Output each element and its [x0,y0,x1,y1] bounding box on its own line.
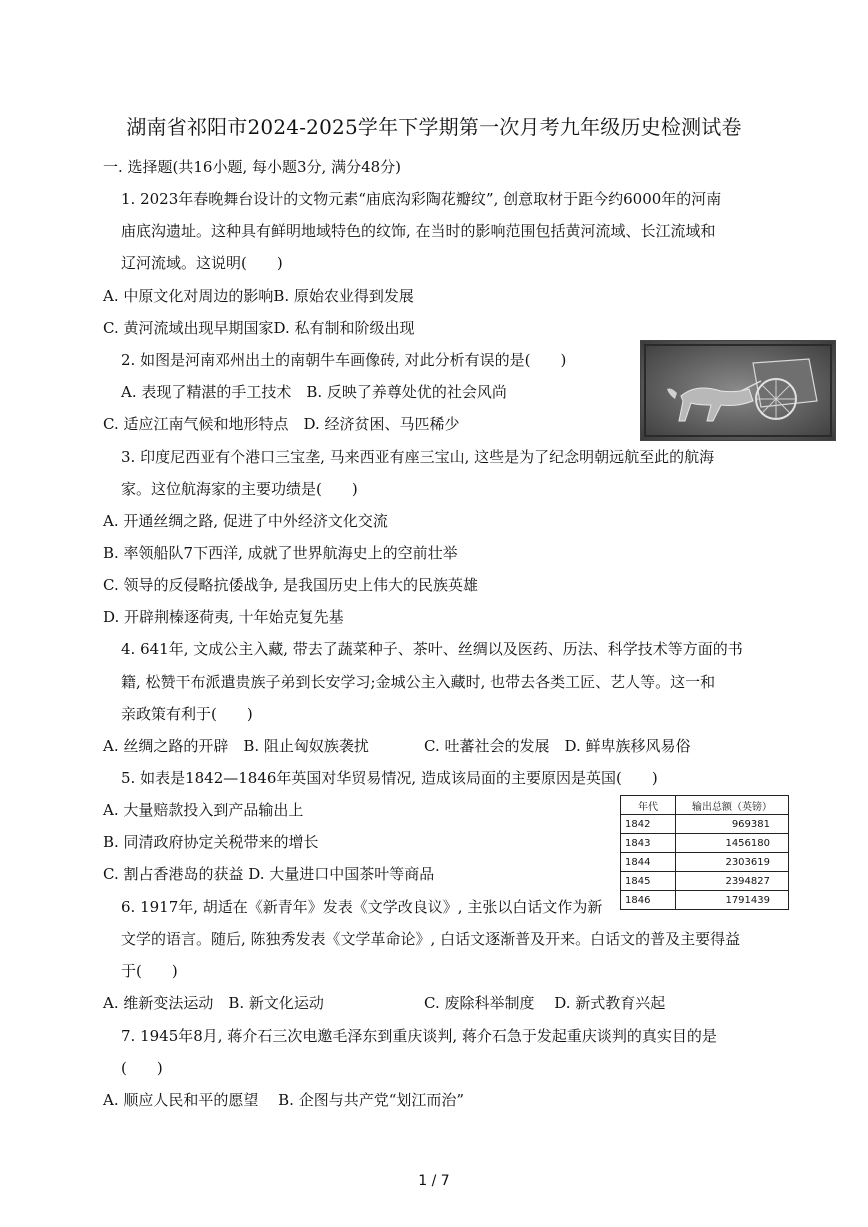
q5-option-b: B. 同清政府协定关税带来的增长 [103,833,319,851]
q5-option-a: A. 大量赔款投入到产品输出上 [103,801,304,819]
table-row [621,891,789,910]
exam-title: 湖南省祁阳市2024-2025学年下学期第一次月考九年级历史检测试卷 [126,115,742,139]
q1-options-ab: A. 中原文化对周边的影响B. 原始农业得到发展 [103,287,414,305]
q5-options-cd: C. 割占香港岛的获益 D. 大量进口中国茶叶等商品 [103,865,435,883]
q4-stem-line-3: 亲政策有利于( ) [121,705,253,723]
table-row [621,853,789,872]
table-cell-value: 2394827 [676,872,789,891]
q7-stem-line-2: ( ) [121,1059,163,1077]
q3-option-b: B. 率领船队7下西洋, 成就了世界航海史上的空前壮举 [103,544,458,562]
q1-stem-line-2: 庙底沟遗址。这种具有鲜明地域特色的纹饰, 在当时的影响范围包括黄河流域、长江流域和 [121,222,716,240]
q2-stem: 2. 如图是河南邓州出土的南朝牛车画像砖, 对此分析有误的是( ) [121,351,567,369]
table-cell-value: 1791439 [676,891,789,910]
table-row [621,872,789,891]
table-cell-year: 1844 [621,853,676,872]
table-cell-year: 1845 [621,872,676,891]
q3-option-d: D. 开辟荆榛逐荷夷, 十年始克复先基 [103,608,344,626]
q7-options-ab: A. 顺应人民和平的愿望 B. 企图与共产党“划江而治” [103,1091,465,1109]
ox-cart-brick-image [640,340,836,441]
q4-stem-line-1: 4. 641年, 文成公主入藏, 带去了蔬菜种子、茶叶、丝绸以及医药、历法、科学技术等方面的书 [121,640,743,658]
q1-stem-line-3: 辽河流域。这说明( ) [121,254,283,272]
q2-options-ab: A. 表现了精湛的手工技术 B. 反映了养尊处优的社会风尚 [121,383,507,401]
table-header-year: 年代 [621,796,676,815]
table-cell-year: 1843 [621,834,676,853]
table-cell-year: 1846 [621,891,676,910]
q1-stem-line-1: 1. 2023年春晚舞台设计的文物元素“庙底沟彩陶花瓣纹”, 创意取材于距今约6000年的河南 [121,190,722,208]
page-number: 1 / 7 [418,1173,450,1189]
section-heading: 一. 选择题(共16小题, 每小题3分, 满分48分) [103,158,402,176]
q4-options-cd: C. 吐蕃社会的发展 D. 鲜卑族移风易俗 [424,737,691,755]
q6-stem-line-3: 于( ) [121,962,178,980]
q2-options-cd: C. 适应江南气候和地形特点 D. 经济贫困、马匹稀少 [103,415,460,433]
table-row [621,834,789,853]
q3-option-a: A. 开通丝绸之路, 促进了中外经济文化交流 [103,512,388,530]
table-cell-value: 969381 [676,815,789,834]
q1-options-cd: C. 黄河流域出现早期国家D. 私有制和阶级出现 [103,319,415,337]
q3-stem-line-2: 家。这位航海家的主要功绩是( ) [121,480,358,498]
q6-stem-line-1: 6. 1917年, 胡适在《新青年》发表《文学改良议》, 主张以白话文作为新 [121,898,603,916]
table-header-total: 输出总额（英镑） [676,796,789,815]
table-cell-value: 2303619 [676,853,789,872]
table-cell-value: 1456180 [676,834,789,853]
table-row [621,815,789,834]
q5-stem: 5. 如表是1842—1846年英国对华贸易情况, 造成该局面的主要原因是英国( ) [121,769,658,787]
q6-options-cd: C. 废除科举制度 D. 新式教育兴起 [424,994,666,1012]
q3-stem-line-1: 3. 印度尼西亚有个港口三宝垄, 马来西亚有座三宝山, 这些是为了纪念明朝远航至此的航海 [121,448,715,466]
q4-options-ab: A. 丝绸之路的开辟 B. 阻止匈奴族袭扰 [103,737,369,755]
q7-stem-line-1: 7. 1945年8月, 蒋介石三次电邀毛泽东到重庆谈判, 蒋介石急于发起重庆谈判的真实目的是 [121,1027,717,1045]
table-header-row [621,796,789,815]
q6-options-ab: A. 维新变法运动 B. 新文化运动 [103,994,324,1012]
trade-table [620,795,789,910]
q3-option-c: C. 领导的反侵略抗倭战争, 是我国历史上伟大的民族英雄 [103,576,479,594]
q4-stem-line-2: 籍, 松赞干布派遣贵族子弟到长安学习;金城公主入藏时, 也带去各类工匠、艺人等。这一和 [121,673,716,691]
q6-stem-line-2: 文学的语言。随后, 陈独秀发表《文学革命论》, 白话文逐渐普及开来。白话文的普及主要得益 [121,930,741,948]
table-cell-year: 1842 [621,815,676,834]
